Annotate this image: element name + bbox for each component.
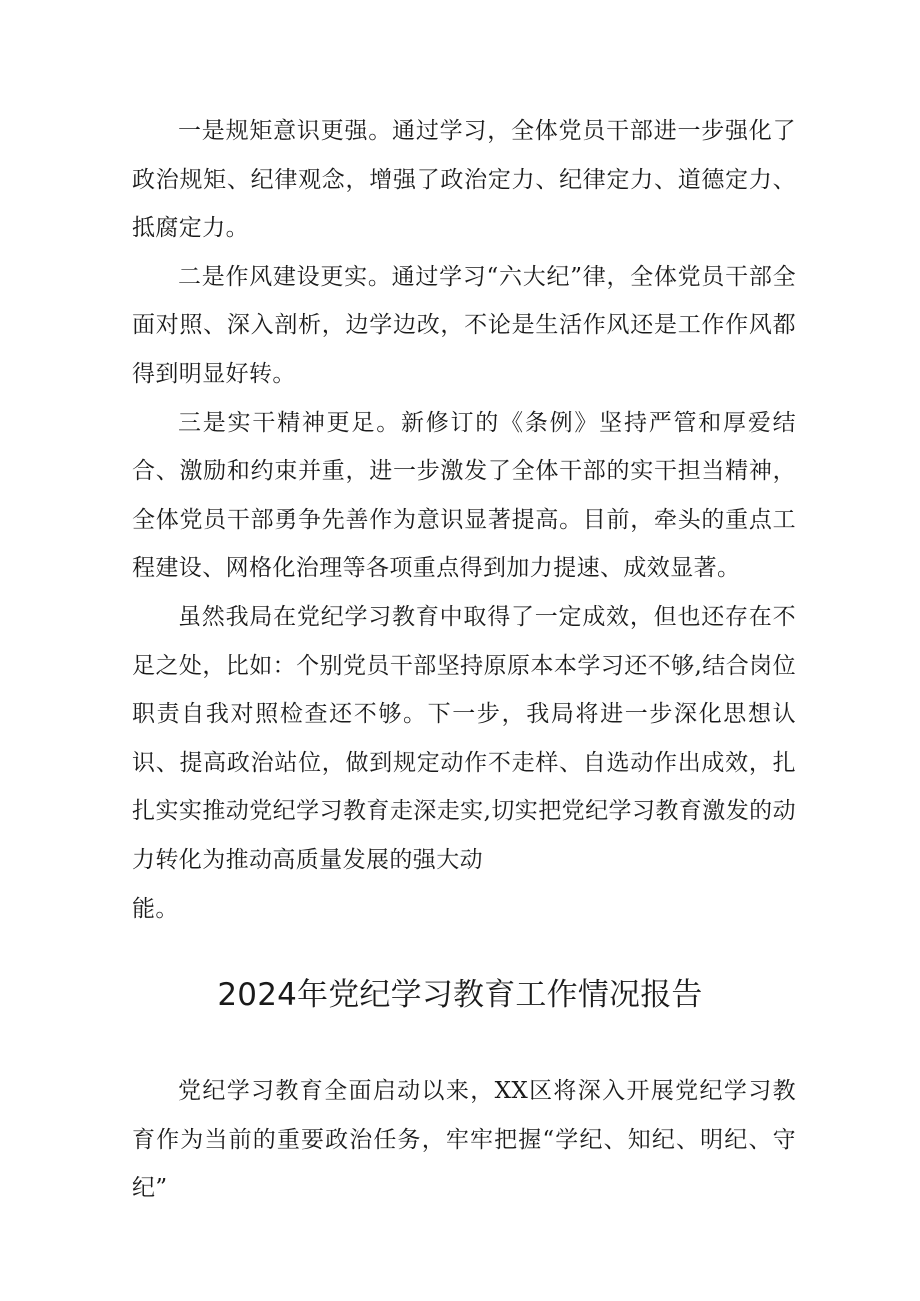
paragraph-rules-awareness: 一是规矩意识更强。通过学习，全体党员干部进一步强化了政治规矩、纪律观念，增强了政治定力、纪律定力、道德定力、抵腐定力。	[132, 118, 796, 242]
report-body-section-1	[132, 107, 796, 933]
paragraph-shortcomings-next-steps: 虽然我局在党纪学习教育中取得了一定成效，但也还存在不足之处，比如：个别党员干部坚持原原本本学习还不够,结合岗位职责自我对照检查还不够。下一步，我局将进一步深化思想认识、提高政治站位，做到规定动作不走样、自选动作出成效，扎扎实实推动党纪学习教育走深走实,切实把党纪学习教育激发的动力转化为推动高质量发展的强大动	[132, 603, 796, 873]
paragraph-work-style: 二是作风建设更实。通过学习“六大纪”律，全体党员干部全面对照、深入剖析，边学边改，不论是生活作风还是工作作风都得到明显好转。	[132, 263, 796, 387]
paragraph-practical-spirit: 三是实干精神更足。新修订的《条例》坚持严管和厚爱结合、激励和约束并重，进一步激发了全体干部的实干担当精神，全体党员干部勇争先善作为意识显著提高。目前，牵头的重点工程建设、网格化治理等各项重点得到加力提速、成效显著。	[132, 409, 796, 582]
paragraph-tail: 能。	[132, 895, 179, 922]
paragraph-intro: 党纪学习教育全面启动以来，XX区将深入开展党纪学习教育作为当前的重要政治任务，牢牢把握“学纪、知纪、明纪、守纪”	[132, 1078, 796, 1202]
report-title: 2024年党纪学习教育工作情况报告	[217, 977, 703, 1013]
report-body-section-2	[132, 1067, 796, 1213]
